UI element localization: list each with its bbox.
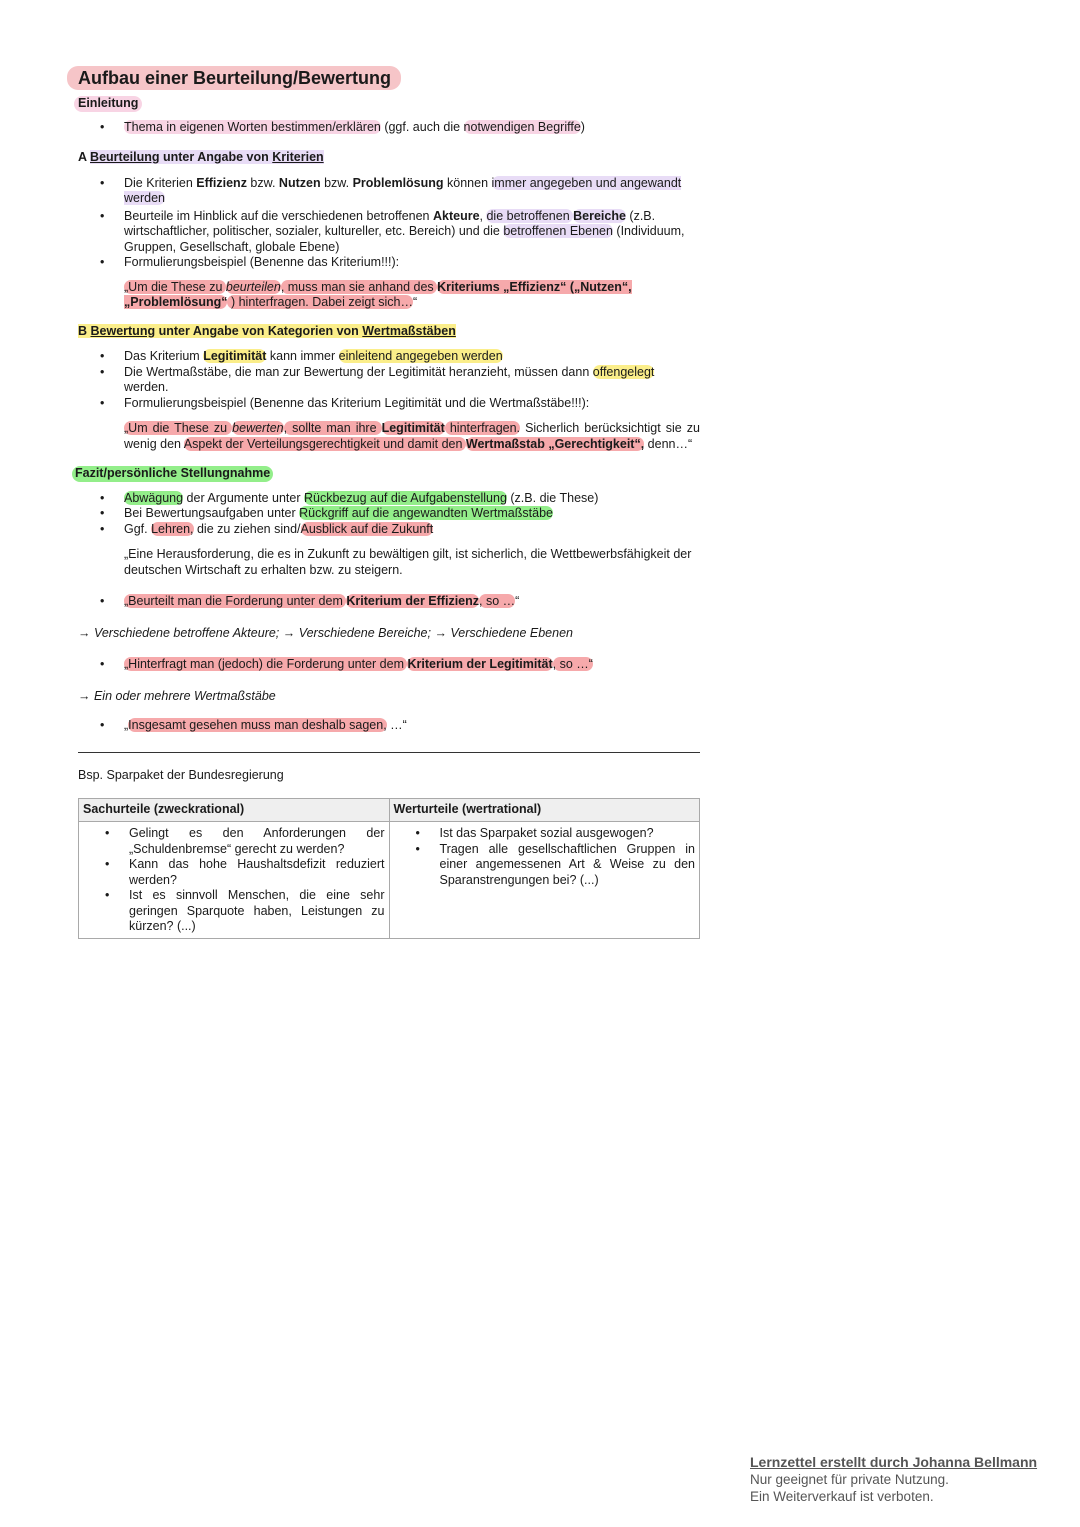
phrase-list-1	[78, 594, 700, 610]
arrow-note-2: → Ein oder mehrere Wertmaßstäbe	[78, 688, 276, 703]
comparison-table	[78, 798, 700, 939]
phrase-list-3	[78, 718, 700, 734]
fazit-heading: Fazit/persönliche Stellungnahme	[72, 466, 273, 482]
example-caption: Bsp. Sparpaket der Bundesregierung	[78, 767, 284, 782]
list-item: • Ggf. Lehren, die zu ziehen sind/Ausblick auf die Zukunft	[78, 522, 700, 538]
list-item: • Ist es sinnvoll Menschen, die eine sehr geringen Sparquote haben, Leistungen zu kürzen? (...)	[83, 888, 385, 935]
list-item: • „Beurteilt man die Forderung unter dem Kriterium der Effizienz, so …“	[78, 594, 700, 610]
einleitung-heading: Einleitung	[74, 96, 142, 112]
list-item: • Beurteile im Hinblick auf die verschiedenen betroffenen Akteure, die betroffenen Bereiche (z.B. wirtschaftlicher, politischer, sozialer, kultureller, etc. Bereich) und die betroffenen Ebenen (Individuum, Gruppen, Gesellschaft, globale Ebene)	[78, 209, 700, 256]
list-item: • Thema in eigenen Worten bestimmen/erklären (ggf. auch die notwendigen Begriffe)	[78, 120, 700, 136]
list-item: • Die Wertmaßstäbe, die man zur Bewertung der Legitimität heranzieht, müssen dann offengelegt werden.	[78, 365, 700, 396]
list-item: • Gelingt es den Anforderungen der „Schuldenbremse“ gerecht zu werden?	[83, 826, 385, 857]
phrase-list-2	[78, 657, 700, 673]
fazit-quote: „Eine Herausforderung, die es in Zukunft zu bewältigen gilt, ist sicherlich, die Wettbewerbsfähigkeit der deutschen Wirtschaft zu erhalten bzw. zu steigern.	[124, 547, 692, 577]
list-item: • Abwägung der Argumente unter Rückbezug auf die Aufgabenstellung (z.B. die These)	[78, 491, 700, 507]
page-title: Aufbau einer Beurteilung/Bewertung	[67, 66, 401, 90]
section-b-heading: B Bewertung unter Angabe von Kategorien von Wertmaßstäben	[78, 323, 456, 338]
divider	[78, 752, 700, 753]
column-header-werturteile: Werturteile (wertrational)	[389, 799, 700, 822]
list-item: • Kann das hohe Haushaltsdefizit reduziert werden?	[83, 857, 385, 888]
list-item: • „Insgesamt gesehen muss man deshalb sagen, …“	[78, 718, 700, 734]
footer-usage: Nur geeignet für private Nutzung.	[750, 1472, 949, 1487]
footer-note	[750, 1454, 1070, 1505]
footer-credit: Lernzettel erstellt durch Johanna Bellmann	[750, 1454, 1038, 1470]
section-a-quote: „Um die These zu beurteilen, muss man sie anhand des Kriteriums „Effizienz“ („Nutzen“, „Problemlösung“ ) hinterfragen. Dabei zeigt sich…“	[124, 279, 632, 309]
list-item: • Formulierungsbeispiel (Benenne das Kriterium Legitimität und die Wertmaßstäbe!!!):	[78, 396, 700, 412]
einleitung-list	[78, 120, 700, 136]
list-item: • Formulierungsbeispiel (Benenne das Kriterium!!!):	[78, 255, 700, 271]
section-a-heading: A Beurteilung unter Angabe von Kriterien	[78, 150, 324, 164]
table-cell	[389, 822, 700, 939]
list-item: • „Hinterfragt man (jedoch) die Forderung unter dem Kriterium der Legitimität, so …“	[78, 657, 700, 673]
section-a-list	[78, 176, 700, 271]
table-cell	[79, 822, 390, 939]
table-row	[79, 822, 700, 939]
fazit-list	[78, 491, 700, 538]
footer-resale: Ein Weiterverkauf ist verboten.	[750, 1489, 934, 1504]
section-b-quote: „Um die These zu bewerten, sollte man ihre Legitimität hinterfragen. Sicherlich berücksichtigt sie zu wenig den Aspekt der Verteilungsgerechtigkeit und damit den Wertmaßstab „Gerechtigkeit“, denn…“	[124, 421, 700, 451]
list-item: • Ist das Sparpaket sozial ausgewogen?	[394, 826, 696, 842]
section-b-list	[78, 349, 700, 411]
arrow-note-1: → Verschiedene betroffene Akteure; → Verschiedene Bereiche; → Verschiedene Ebenen	[78, 625, 573, 640]
list-item: • Das Kriterium Legitimität kann immer einleitend angegeben werden	[78, 349, 700, 365]
list-item: • Die Kriterien Effizienz bzw. Nutzen bzw. Problemlösung können immer angegeben und angewandt werden	[78, 176, 700, 207]
list-item: • Tragen alle gesellschaftlichen Gruppen in einer angemessenen Art & Weise zu den Sparanstrengungen bei? (...)	[394, 842, 696, 889]
document-page	[75, 64, 700, 939]
column-header-sachurteile: Sachurteile (zweckrational)	[79, 799, 390, 822]
list-item: • Bei Bewertungsaufgaben unter Rückgriff auf die angewandten Wertmaßstäbe	[78, 506, 700, 522]
